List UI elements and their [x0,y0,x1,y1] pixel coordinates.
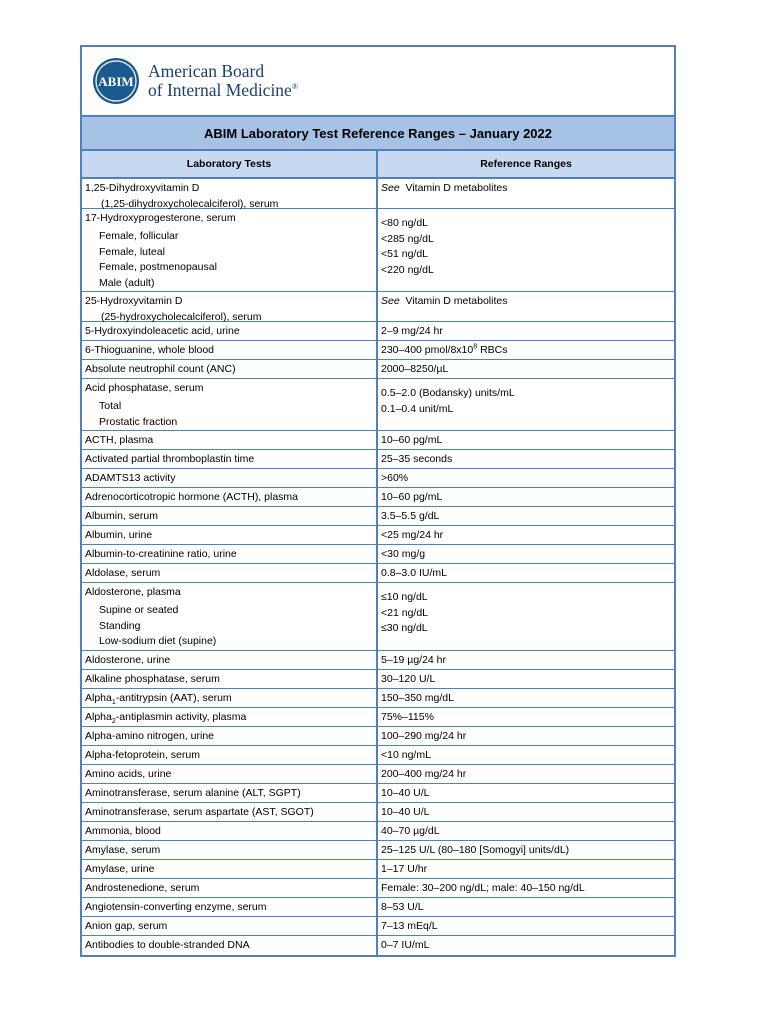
reference-range-cell [378,179,674,208]
table-row [82,583,674,651]
document-title: ABIM Laboratory Test Reference Ranges – January 2022 [82,117,674,151]
test-name: Ammonia, blood [85,825,161,837]
table-row [82,822,674,841]
test-name: Aminotransferase, serum aspartate (AST, SGOT) [85,806,314,818]
reference-range: <80 ng/dL [381,217,429,229]
test-name-cell [82,860,378,878]
test-name: Albumin-to-creatinine ratio, urine [85,548,237,560]
test-name: Female, postmenopausal [99,261,217,274]
reference-range: See Vitamin D metabolites [381,295,508,307]
table-row [82,936,674,955]
test-name-cell [82,360,378,378]
test-name-cell [82,292,378,321]
test-name: Alpha-amino nitrogen, urine [85,730,214,742]
abim-seal-icon [92,57,140,105]
table-row [82,917,674,936]
reference-range: <51 ng/dL [381,248,429,261]
test-name: (1,25-dihydroxycholecalciferol), serum [101,197,279,210]
test-name: Alkaline phosphatase, serum [85,673,220,685]
test-name-cell [82,507,378,525]
test-name: Absolute neutrophil count (ANC) [85,363,236,375]
test-name-cell [82,841,378,859]
test-name: Prostatic fraction [99,415,178,428]
test-name-cell [82,746,378,764]
reference-range-document [80,45,676,957]
test-name-cell [82,784,378,802]
reference-range: 10–40 U/L [381,806,430,818]
table-row [82,765,674,784]
table-row [82,803,674,822]
reference-range: 3.5–5.5 g/dL [381,510,440,522]
reference-range: 0–7 IU/mL [381,939,430,951]
test-name: 17-Hydroxyprogesterone, serum [85,212,236,224]
test-name: ADAMTS13 activity [85,472,176,484]
test-name-cell [82,564,378,582]
reference-range-cell [378,507,674,525]
test-name: Total [99,400,122,413]
reference-range: 10–60 pg/mL [381,434,443,446]
reference-range: 150–350 mg/dL [381,692,454,704]
table-row [82,879,674,898]
reference-range-cell [378,670,674,688]
reference-range-cell [378,209,674,291]
test-name-cell [82,179,378,208]
test-name: Anion gap, serum [85,920,168,932]
table-row [82,292,674,322]
reference-range: <285 ng/dL [381,232,434,245]
test-name-cell [82,431,378,449]
reference-range-cell [378,746,674,764]
test-name-cell [82,341,378,359]
test-name-cell [82,727,378,745]
reference-range-cell [378,450,674,468]
test-name: Activated partial thromboplastin time [85,453,255,465]
reference-range-cell [378,469,674,487]
reference-range-cell [378,727,674,745]
reference-range-cell [378,360,674,378]
test-name-cell [82,488,378,506]
reference-range-cell [378,936,674,955]
table-row [82,209,674,292]
reference-range: 0.1–0.4 unit/mL [381,402,454,415]
test-name: 25-Hydroxyvitamin D [85,295,183,307]
reference-range: See Vitamin D metabolites [381,182,508,194]
reference-range-cell [378,860,674,878]
reference-range-cell [378,822,674,840]
test-name-cell [82,526,378,544]
reference-range: <21 ng/dL [381,606,429,619]
test-name: 5-Hydroxyindoleacetic acid, urine [85,325,240,337]
reference-range-cell [378,379,674,430]
reference-range-cell [378,879,674,897]
table-row [82,507,674,526]
test-name-cell [82,583,378,650]
reference-range: 10–60 pg/mL [381,491,443,503]
test-name: Low-sodium diet (supine) [99,635,217,648]
test-name: Acid phosphatase, serum [85,382,204,394]
column-header-ranges: Reference Ranges [480,158,572,170]
table-row [82,545,674,564]
reference-range-cell [378,292,674,321]
table-row [82,689,674,708]
svg-text:ABIM: ABIM [98,74,134,89]
reference-range: <25 mg/24 hr [381,529,444,541]
table-row [82,708,674,727]
reference-range-cell [378,322,674,340]
test-name-cell [82,822,378,840]
test-name: Aldolase, serum [85,567,161,579]
reference-range: 25–125 U/L (80–180 [Somogyi] units/dL) [381,844,570,856]
reference-range: 1–17 U/hr [381,863,428,875]
reference-range: 100–290 mg/24 hr [381,730,467,742]
table-row [82,841,674,860]
test-name-cell [82,651,378,669]
reference-range: 230–400 pmol/$8x10^8$ RBCs [381,343,508,356]
logo-wordmark [148,62,298,100]
test-name: Female, luteal [99,245,165,258]
test-name-cell [82,879,378,897]
test-name: ACTH, plasma [85,434,154,446]
test-name-cell [82,936,378,955]
reference-range: <30 mg/g [381,548,426,560]
test-name: Standing [99,619,141,632]
reference-range: 25–35 seconds [381,453,453,465]
reference-range-cell [378,689,674,707]
table-row [82,651,674,670]
table-header [82,151,674,179]
table-row [82,727,674,746]
column-header-tests: Laboratory Tests [82,151,378,177]
reference-range-cell [378,841,674,859]
test-name-cell [82,708,378,726]
test-name: Female, follicular [99,230,179,243]
reference-range: Female: 30–200 ng/dL; male: 40–150 ng/dL [381,882,585,894]
test-name: 1,25-Dihydroxyvitamin D [85,182,200,194]
test-name: Adrenocorticotropic hormone (ACTH), plasma [85,491,298,503]
table-row [82,179,674,209]
test-name: Male (adult) [99,276,155,289]
test-name: 6-Thioguanine, whole blood [85,344,215,356]
reference-range: 200–400 mg/24 hr [381,768,467,780]
test-name: Amylase, serum [85,844,161,856]
table-row [82,379,674,431]
table-row [82,564,674,583]
table-row [82,341,674,360]
reference-range-cell [378,651,674,669]
reference-range-cell [378,765,674,783]
test-name-cell [82,469,378,487]
test-name-cell [82,917,378,935]
test-name: Alpha-fetoprotein, serum [85,749,200,761]
reference-range: 30–120 U/L [381,673,436,685]
reference-range-cell [378,341,674,359]
registered-mark: ® [291,82,298,92]
test-name-cell [82,765,378,783]
reference-range: ≤10 ng/dL [381,591,428,603]
test-name: Antibodies to double-stranded DNA [85,939,250,951]
table-row [82,784,674,803]
table-row [82,898,674,917]
test-name-cell [82,450,378,468]
reference-range: ≤30 ng/dL [381,622,428,635]
reference-range-cell [378,431,674,449]
test-name: Alpha$_1$-antitrypsin (AAT), serum [85,692,232,707]
reference-range-cell [378,803,674,821]
reference-range: 2000–8250/µL [381,363,449,375]
reference-range: 2–9 mg/24 hr [381,325,443,337]
reference-range: 7–13 mEq/L [381,920,438,932]
table-row [82,670,674,689]
test-name: (25-hydroxycholecalciferol), serum [101,310,262,323]
reference-range-cell [378,917,674,935]
reference-range: 0.8–3.0 IU/mL [381,567,447,579]
reference-range-cell [378,564,674,582]
reference-range-cell [378,545,674,563]
reference-range-cell [378,488,674,506]
reference-range: <10 ng/mL [381,749,431,761]
table-row [82,488,674,507]
reference-range: >60% [381,472,409,484]
test-name: Albumin, serum [85,510,158,522]
logo-line-2: of Internal Medicine [148,80,292,100]
table-row [82,431,674,450]
test-name-cell [82,670,378,688]
logo-line-1: American Board [148,61,265,81]
test-name: Albumin, urine [85,529,153,541]
logo-header [82,47,674,117]
test-name: Aldosterone, urine [85,654,171,666]
reference-range-cell [378,583,674,650]
test-name: Aldosterone, plasma [85,586,181,598]
reference-range: 5–19 µg/24 hr [381,654,447,666]
table-row [82,526,674,545]
test-name: Alpha$_2$-antiplasmin activity, plasma [85,711,247,726]
test-name: Androstenedione, serum [85,882,200,894]
reference-range: 75%–115% [381,711,434,723]
reference-range-cell [378,784,674,802]
test-name-cell [82,379,378,430]
table-row [82,860,674,879]
table-row [82,360,674,379]
reference-range: 40–70 µg/dL [381,825,440,837]
table-row [82,469,674,488]
test-name: Supine or seated [99,604,179,617]
reference-range: 0.5–2.0 (Bodansky) units/mL [381,387,515,399]
test-name-cell [82,545,378,563]
table-row [82,322,674,341]
reference-range-cell [378,898,674,916]
test-name-cell [82,803,378,821]
reference-range: <220 ng/dL [381,263,434,276]
test-name: Aminotransferase, serum alanine (ALT, SGPT) [85,787,301,799]
test-name: Amylase, urine [85,863,155,875]
table-row [82,746,674,765]
test-name-cell [82,898,378,916]
reference-range: 10–40 U/L [381,787,430,799]
test-name-cell [82,689,378,707]
table-row [82,450,674,469]
test-name-cell [82,209,378,291]
table-body [82,179,674,955]
reference-range: 8–53 U/L [381,901,424,913]
test-name: Amino acids, urine [85,768,172,780]
reference-range-cell [378,708,674,726]
test-name-cell [82,322,378,340]
reference-range-cell [378,526,674,544]
test-name: Angiotensin-converting enzyme, serum [85,901,267,913]
